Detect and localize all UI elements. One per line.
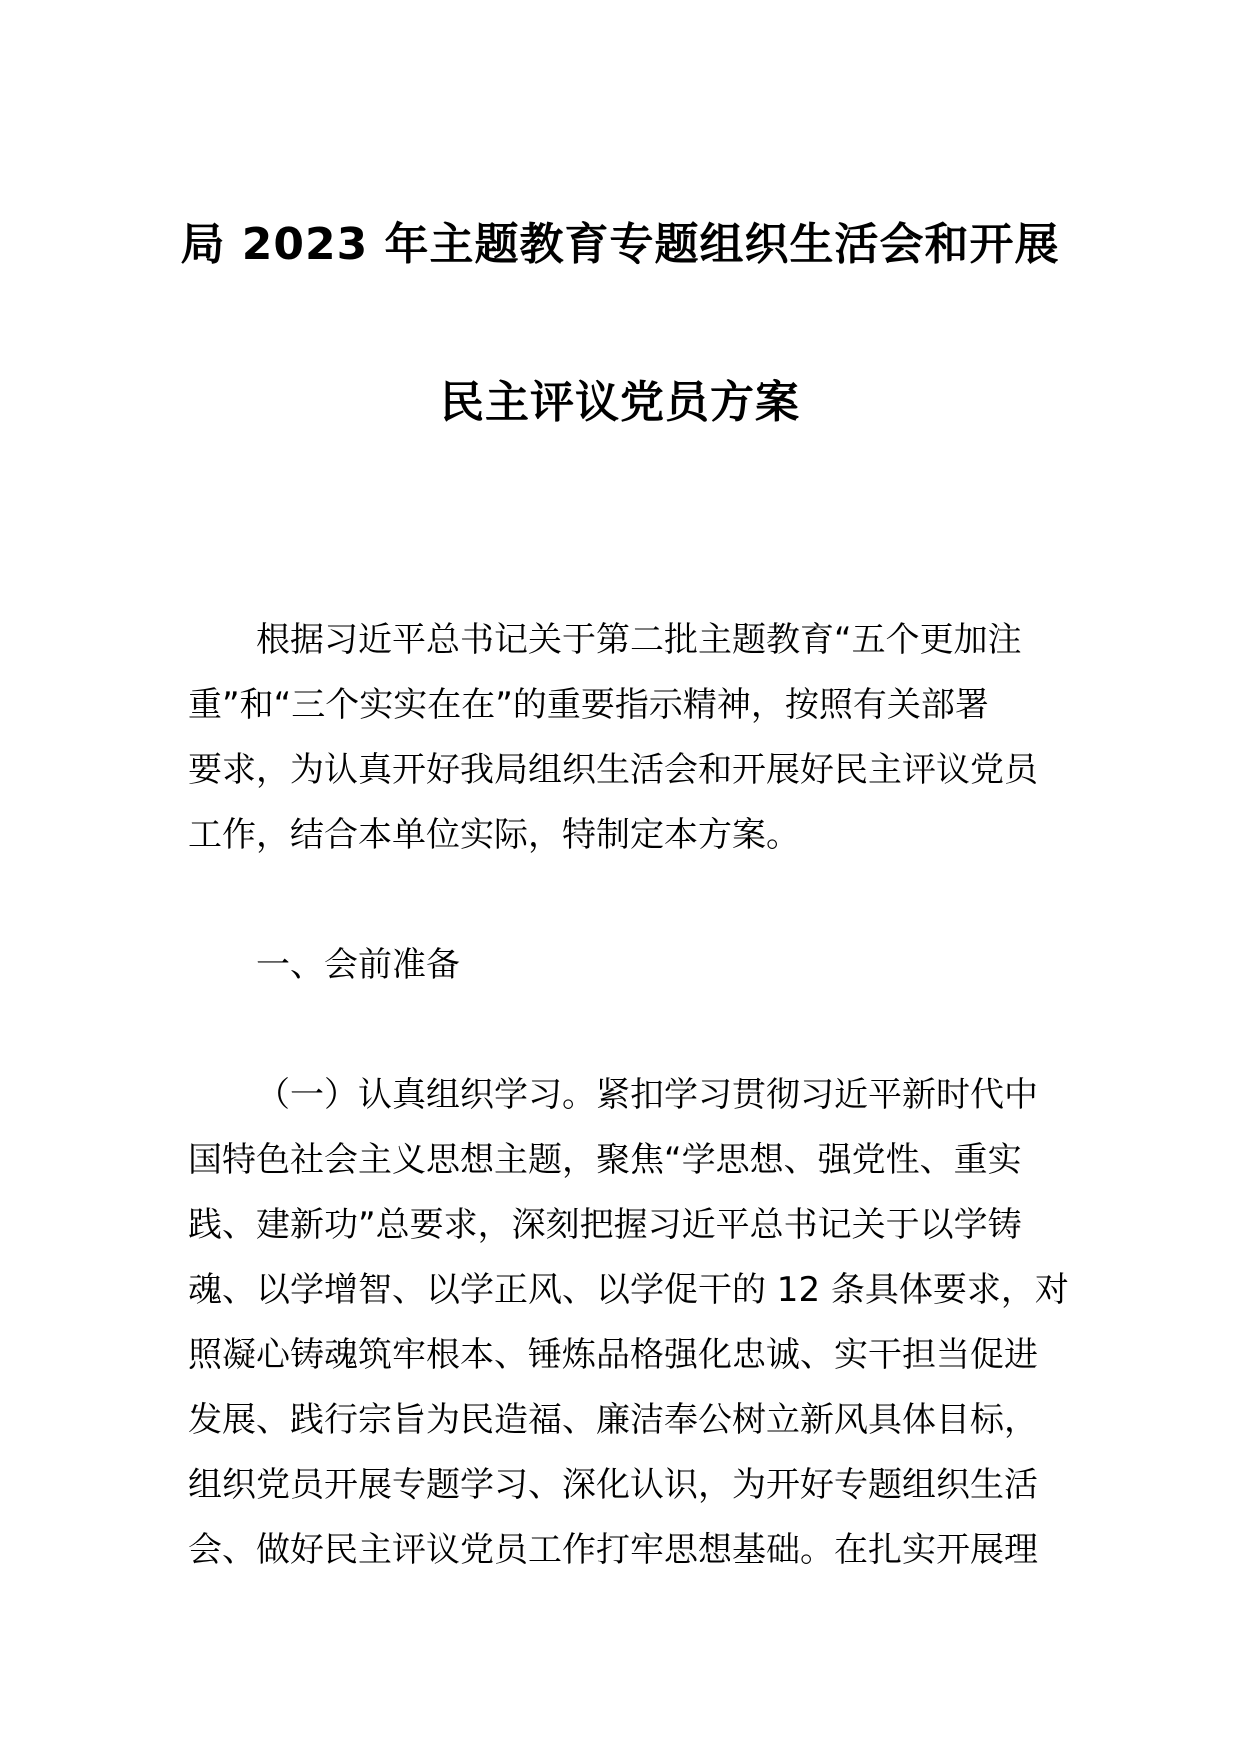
- document-title-line-2: 民主评议党员方案: [440, 377, 800, 428]
- subsection-paragraph-line: 发展、践行宗旨为民造福、廉洁奉公树立新风具体目标，: [188, 1400, 1038, 1440]
- section-heading: 一、会前准备: [256, 945, 460, 985]
- subsection-paragraph-line: 组织党员开展专题学习、深化认识，为开好专题组织生活: [188, 1465, 1038, 1505]
- intro-paragraph-line: 重”和“三个实实在在”的重要指示精神，按照有关部署: [188, 685, 989, 725]
- subsection-paragraph-line: （一）认真组织学习。紧扣学习贯彻习近平新时代中: [256, 1075, 1038, 1115]
- intro-paragraph-line: 工作，结合本单位实际，特制定本方案。: [188, 815, 800, 855]
- subsection-paragraph-line: 照凝心铸魂筑牢根本、锤炼品格强化忠诚、实干担当促进: [188, 1335, 1038, 1375]
- subsection-paragraph-line: 会、做好民主评议党员工作打牢思想基础。在扎实开展理: [188, 1530, 1038, 1570]
- subsection-paragraph-line: 国特色社会主义思想主题，聚焦“学思想、强党性、重实: [188, 1140, 1022, 1180]
- intro-paragraph-line: 根据习近平总书记关于第二批主题教育“五个更加注: [256, 620, 1022, 660]
- subsection-paragraph-line: 践、建新功”总要求，深刻把握习近平总书记关于以学铸: [188, 1205, 1022, 1245]
- intro-paragraph-line: 要求，为认真开好我局组织生活会和开展好民主评议党员: [188, 750, 1038, 790]
- document-title-line-1: 局 2023 年主题教育专题组织生活会和开展: [180, 219, 1060, 270]
- subsection-paragraph-line: 魂、以学增智、以学正风、以学促干的 12 条具体要求，对: [188, 1270, 1069, 1310]
